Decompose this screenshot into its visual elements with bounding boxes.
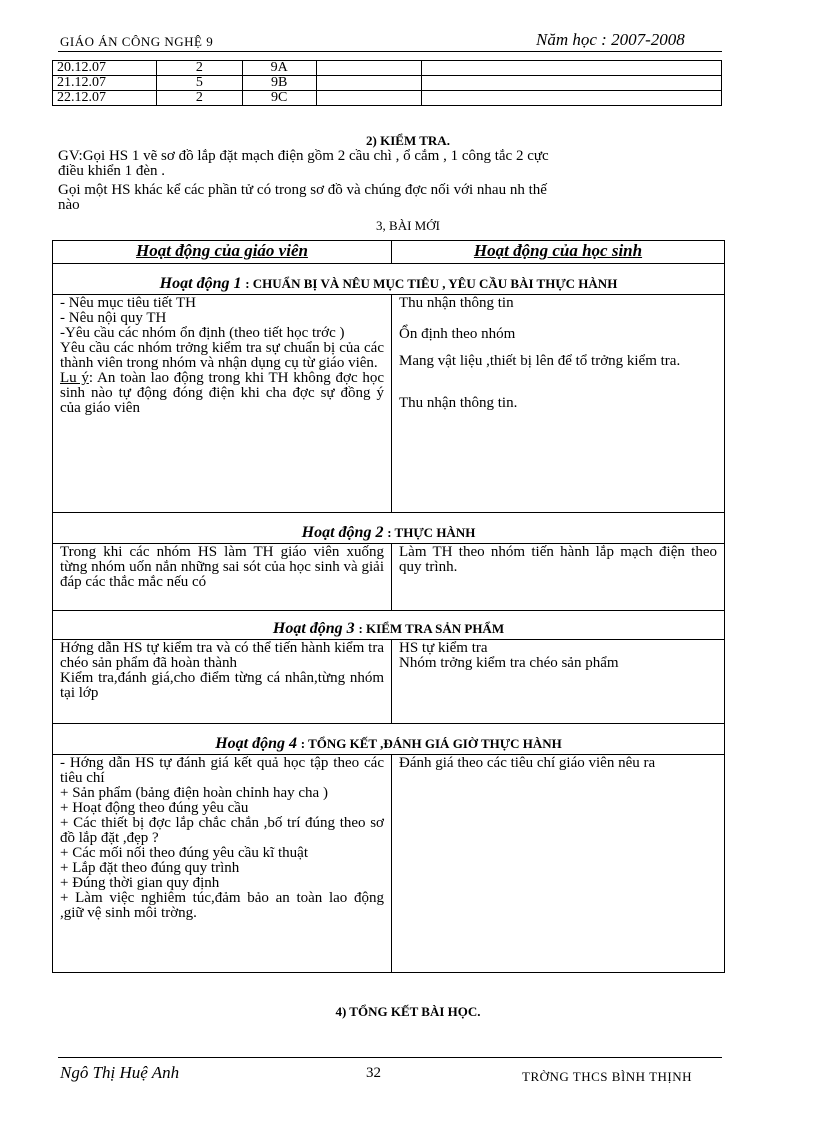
schedule-row bbox=[53, 61, 722, 76]
schedule-cell bbox=[422, 91, 722, 106]
student-line: HS tự kiểm tra bbox=[399, 640, 488, 656]
schedule-period: 2 bbox=[156, 91, 242, 106]
schedule-date: 21.12.07 bbox=[53, 76, 157, 91]
teacher-line: -Yêu cầu các nhóm ổn định (theo tiết học trớc ) bbox=[60, 325, 345, 341]
activity-2-label: Hoạt động 2 bbox=[301, 524, 384, 541]
table-header-row bbox=[53, 241, 725, 264]
schedule-date: 20.12.07 bbox=[53, 61, 157, 76]
schedule-cell bbox=[316, 61, 422, 76]
schedule-class: 9B bbox=[242, 76, 316, 91]
student-line: Thu nhận thông tin bbox=[399, 295, 514, 311]
schedule-row bbox=[53, 76, 722, 91]
teacher-line: + Làm việc nghiêm túc,đảm bảo an toàn lao động ,giữ vệ sinh môi trờng. bbox=[60, 890, 384, 921]
activity-2-header bbox=[53, 513, 725, 544]
schedule-period: 2 bbox=[156, 61, 242, 76]
activity-2-title: : THỰC HÀNH bbox=[387, 525, 476, 540]
teacher-line: Trong khi các nhóm HS làm TH giáo viên xuống từng nhóm uốn nắn những sai sót của học sinh và giải đáp các thắc mắc nếu có bbox=[60, 544, 384, 590]
teacher-line: + Lắp đặt theo đúng quy trình bbox=[60, 860, 240, 876]
activity-3-label: Hoạt động 3 bbox=[272, 620, 355, 637]
footer-page-number: 32 bbox=[366, 1065, 381, 1081]
activity-1-title: : CHUẨN BỊ VÀ NÊU MỤC TIÊU , YÊU CẦU BÀI THỰC HÀNH bbox=[245, 276, 618, 291]
activity-2-row bbox=[53, 544, 725, 611]
teacher-line: + Hoạt động theo đúng yêu cầu bbox=[60, 800, 249, 816]
teacher-line: + Sản phẩm (bảng điện hoàn chỉnh hay cha ) bbox=[60, 785, 328, 801]
activity-4-title: : TỔNG KẾT ,ĐÁNH GIÁ GIỜ THỰC HÀNH bbox=[300, 736, 562, 751]
section-4-title: 4) TỔNG KẾT BÀI HỌC. bbox=[335, 1004, 481, 1019]
activity-4-header bbox=[53, 724, 725, 755]
footer-author: Ngô Thị Huệ Anh bbox=[60, 1063, 180, 1082]
teacher-line: - Nêu nội quy TH bbox=[60, 310, 167, 326]
schedule-table bbox=[52, 60, 722, 106]
schedule-class: 9A bbox=[242, 61, 316, 76]
student-line: Thu nhận thông tin. bbox=[399, 395, 518, 411]
teacher-cell bbox=[53, 295, 392, 513]
activity-1-label: Hoạt động 1 bbox=[159, 275, 242, 292]
schedule-date: 22.12.07 bbox=[53, 91, 157, 106]
teacher-line: Kiểm tra,đánh giá,cho điểm từng cá nhân,từng nhóm tại lớp bbox=[60, 670, 384, 701]
activity-1-header bbox=[53, 264, 725, 295]
footer-school: TRỜNG THCS BÌNH THỊNH bbox=[522, 1069, 692, 1084]
student-cell bbox=[392, 544, 725, 611]
student-line: Đánh giá theo các tiêu chí giáo viên nêu ra bbox=[399, 755, 656, 771]
schedule-cell bbox=[422, 61, 722, 76]
section-2-title: 2) KIỂM TRA. bbox=[366, 133, 450, 148]
activity-4-label: Hoạt động 4 bbox=[215, 735, 298, 752]
schedule-cell bbox=[316, 91, 422, 106]
student-line: Mang vật liệu ,thiết bị lên để tổ trởng kiểm tra. bbox=[399, 353, 681, 369]
schedule-cell bbox=[422, 76, 722, 91]
section-2-line: Gọi một HS khác kể các phần tử có trong sơ đồ và chúng đợc nối với nhau nh thế bbox=[58, 182, 547, 198]
section-2-line: điều khiển 1 đèn . bbox=[58, 163, 166, 179]
teacher-cell bbox=[53, 544, 392, 611]
teacher-cell bbox=[53, 640, 392, 724]
student-cell bbox=[392, 755, 725, 973]
teacher-line: + Các thiết bị đợc lắp chắc chắn ,bố trí đúng theo sơ đồ lắp đặt ,đẹp ? bbox=[60, 815, 384, 846]
column-teacher-header: Hoạt động của giáo viên bbox=[53, 241, 392, 264]
header-subject: GIÁO ÁN CÔNG NGHỆ 9 bbox=[60, 34, 214, 49]
student-line: Nhóm trởng kiểm tra chéo sản phẩm bbox=[399, 655, 619, 671]
teacher-line: - Nêu mục tiêu tiết TH bbox=[60, 295, 196, 311]
footer-divider bbox=[58, 1057, 722, 1058]
header-school-year: Năm học : 2007-2008 bbox=[536, 30, 685, 49]
section-2-line: GV:Gọi HS 1 vẽ sơ đồ lắp đặt mạch điện gồm 2 cầu chì , ổ cắm , 1 công tắc 2 cực bbox=[58, 148, 549, 164]
activity-3-row bbox=[53, 640, 725, 724]
teacher-line bbox=[60, 371, 384, 416]
teacher-line: Hớng dẫn HS tự kiểm tra và có thể tiến hành kiểm tra chéo sản phẩm đã hoàn thành bbox=[60, 640, 384, 671]
student-line: Ổn định theo nhóm bbox=[399, 326, 516, 342]
schedule-cell bbox=[316, 76, 422, 91]
note-text: : An toàn lao động trong khi TH không đợc học sinh nào tự động đóng điện khi cha đợc sự đồng ý của giáo viên bbox=[60, 370, 385, 416]
teacher-line: + Các mối nối theo đúng yêu cầu kĩ thuật bbox=[60, 845, 308, 861]
header-divider bbox=[58, 51, 722, 52]
activities-table bbox=[52, 240, 725, 973]
student-cell bbox=[392, 640, 725, 724]
column-student-header: Hoạt động của học sinh bbox=[392, 241, 725, 264]
note-label: Lu ý bbox=[60, 370, 89, 386]
section-3-title: 3, BÀI MỚI bbox=[376, 218, 440, 233]
teacher-line: + Đúng thời gian quy định bbox=[60, 875, 220, 891]
section-2-line: nào bbox=[58, 197, 80, 213]
teacher-cell bbox=[53, 755, 392, 973]
student-cell bbox=[392, 295, 725, 513]
schedule-class: 9C bbox=[242, 91, 316, 106]
teacher-line: - Hớng dẫn HS tự đánh giá kết quả học tập theo các tiêu chí bbox=[60, 755, 384, 786]
student-line: Làm TH theo nhóm tiến hành lắp mạch điện theo quy trình. bbox=[399, 544, 717, 575]
activity-3-title: : KIỂM TRA SẢN PHẨM bbox=[358, 621, 505, 636]
schedule-row bbox=[53, 91, 722, 106]
teacher-line: Yêu cầu các nhóm trởng kiểm tra sự chuẩn bị của các thành viên trong nhóm và nhận dụng cụ từ giáo viên. bbox=[60, 340, 384, 371]
activity-3-header bbox=[53, 611, 725, 640]
schedule-period: 5 bbox=[156, 76, 242, 91]
activity-1-row bbox=[53, 295, 725, 513]
activity-4-row bbox=[53, 755, 725, 973]
